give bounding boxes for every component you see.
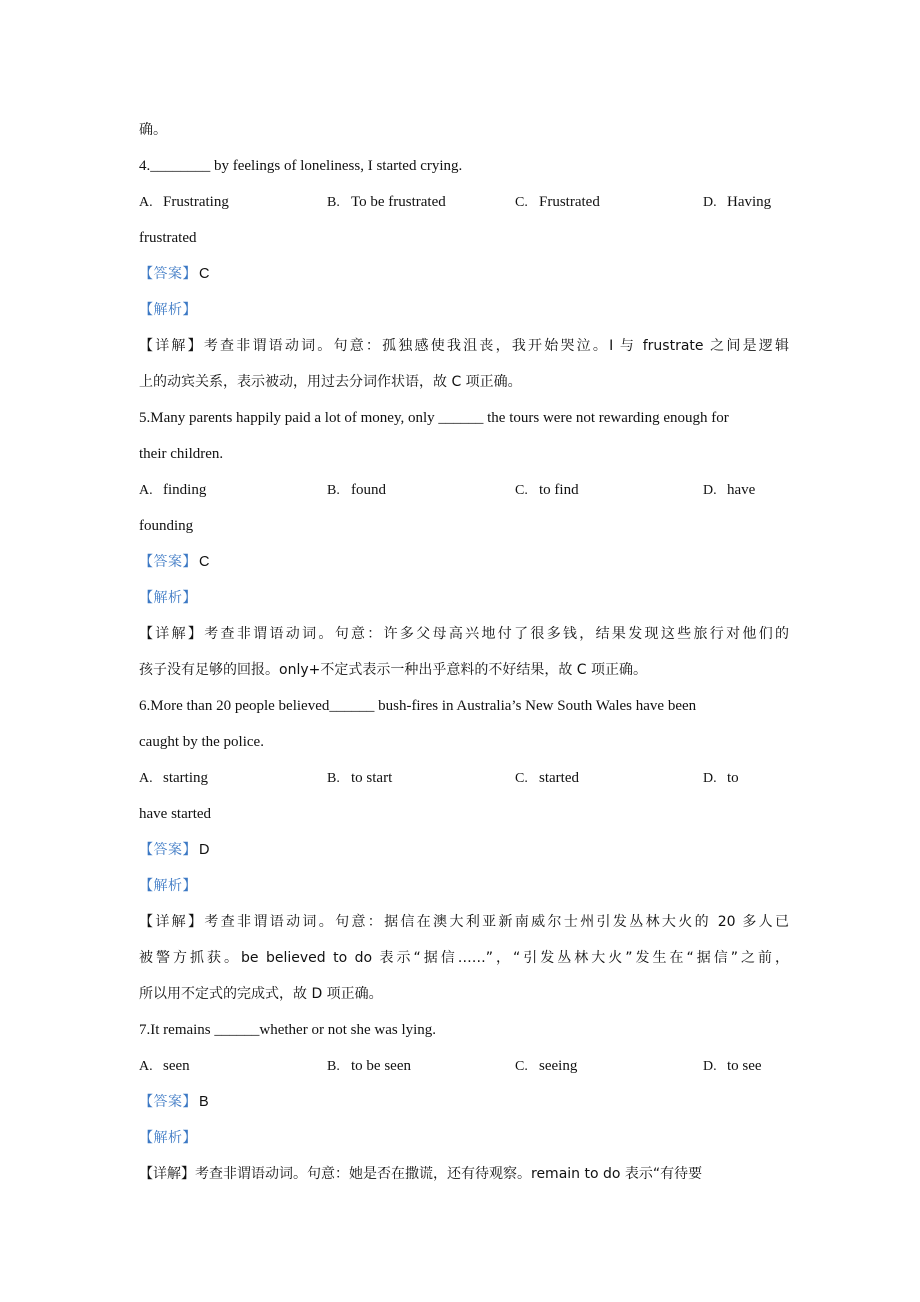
option-c: C. seeing: [515, 1058, 578, 1074]
analysis-line: [139, 580, 789, 616]
analysis-line: [139, 868, 789, 904]
answer-line: [139, 544, 789, 580]
detail-line: 【详解】考查非谓语动词。句意：据信在澳大利亚新南威尔士州引发丛林大火的 20 多人已: [139, 914, 790, 930]
detail-line: 【详解】考查非谓语动词。句意：她是否在撒谎，还有待观察。remain to do 表示“有待要: [139, 1166, 703, 1182]
options-row: [139, 184, 789, 220]
options-row: [139, 1048, 789, 1084]
question-stem: their children.: [139, 446, 224, 462]
question-5: [139, 400, 789, 688]
answer-line: [139, 256, 789, 292]
answer-value: B: [199, 1094, 209, 1110]
analysis-label: 【解析】: [139, 878, 197, 894]
analysis-line: [139, 1120, 789, 1156]
question-stem: 4.________ by feelings of loneliness, I started crying.: [139, 158, 463, 174]
answer-label: 【答案】: [139, 266, 197, 282]
answer-value: D: [199, 842, 210, 858]
option-b: B. to be seen: [327, 1058, 411, 1074]
question-stem: 5.Many parents happily paid a lot of money, only ______ the tours were not rewarding enough for: [139, 410, 729, 426]
option-d: D. Having: [703, 194, 772, 210]
option-d: D. to: [703, 770, 739, 786]
option-wrap: have started: [139, 806, 212, 822]
analysis-line: [139, 292, 789, 328]
option-b: B. to start: [327, 770, 393, 786]
option-c: C. started: [515, 770, 579, 786]
question-6: [139, 688, 789, 1012]
analysis-label: 【解析】: [139, 590, 197, 606]
option-a: A. Frustrating: [139, 194, 229, 210]
detail-line: 上的动宾关系，表示被动，用过去分词作状语，故 C 项正确。: [139, 374, 522, 390]
question-7: [139, 1012, 789, 1192]
option-wrap: frustrated: [139, 230, 197, 246]
option-d: D. have: [703, 482, 756, 498]
option-b: B. found: [327, 482, 386, 498]
document-page: [139, 112, 789, 1192]
option-b: B. To be frustrated: [327, 194, 446, 210]
detail-label: 【详解】: [139, 338, 204, 354]
analysis-label: 【解析】: [139, 302, 197, 318]
detail-line: 所以用不定式的完成式，故 D 项正确。: [139, 986, 383, 1002]
question-stem: 6.More than 20 people believed______ bush-fires in Australia’s New South Wales have been: [139, 698, 697, 714]
option-d: D. to see: [703, 1058, 762, 1074]
answer-line: [139, 1084, 789, 1120]
answer-value: C: [199, 554, 210, 570]
detail-label: 【详解】: [139, 914, 205, 930]
options-row: [139, 760, 789, 796]
answer-label: 【答案】: [139, 1094, 197, 1110]
options-row: [139, 472, 789, 508]
previous-answer-tail: 确。: [139, 122, 167, 138]
question-stem: caught by the police.: [139, 734, 264, 750]
answer-value: C: [199, 266, 210, 282]
option-a: A. starting: [139, 770, 208, 786]
answer-label: 【答案】: [139, 554, 197, 570]
analysis-label: 【解析】: [139, 1130, 197, 1146]
answer-label: 【答案】: [139, 842, 197, 858]
detail-label: 【详解】: [139, 1166, 195, 1182]
question-stem: 7.It remains ______whether or not she was lying.: [139, 1022, 437, 1038]
detail-line: 孩子没有足够的回报。only+不定式表示一种出乎意料的不好结果，故 C 项正确。: [139, 662, 648, 678]
detail-line: 【详解】考查非谓语动词。句意：许多父母高兴地付了很多钱，结果发现这些旅行对他们的: [139, 626, 790, 642]
detail-line: 被警方抓获。be believed to do 表示“据信……”，“引发丛林大火”发生在“据信”之前，: [139, 950, 789, 966]
question-4: [139, 148, 789, 400]
option-a: A. finding: [139, 482, 207, 498]
detail-label: 【详解】: [139, 626, 205, 642]
option-a: A. seen: [139, 1058, 190, 1074]
option-c: C. to find: [515, 482, 579, 498]
detail-line: 【详解】考查非谓语动词。句意：孤独感使我沮丧，我开始哭泣。I 与 frustrate 之间是逻辑: [139, 338, 789, 354]
option-wrap: founding: [139, 518, 194, 534]
answer-line: [139, 832, 789, 868]
option-c: C. Frustrated: [515, 194, 600, 210]
